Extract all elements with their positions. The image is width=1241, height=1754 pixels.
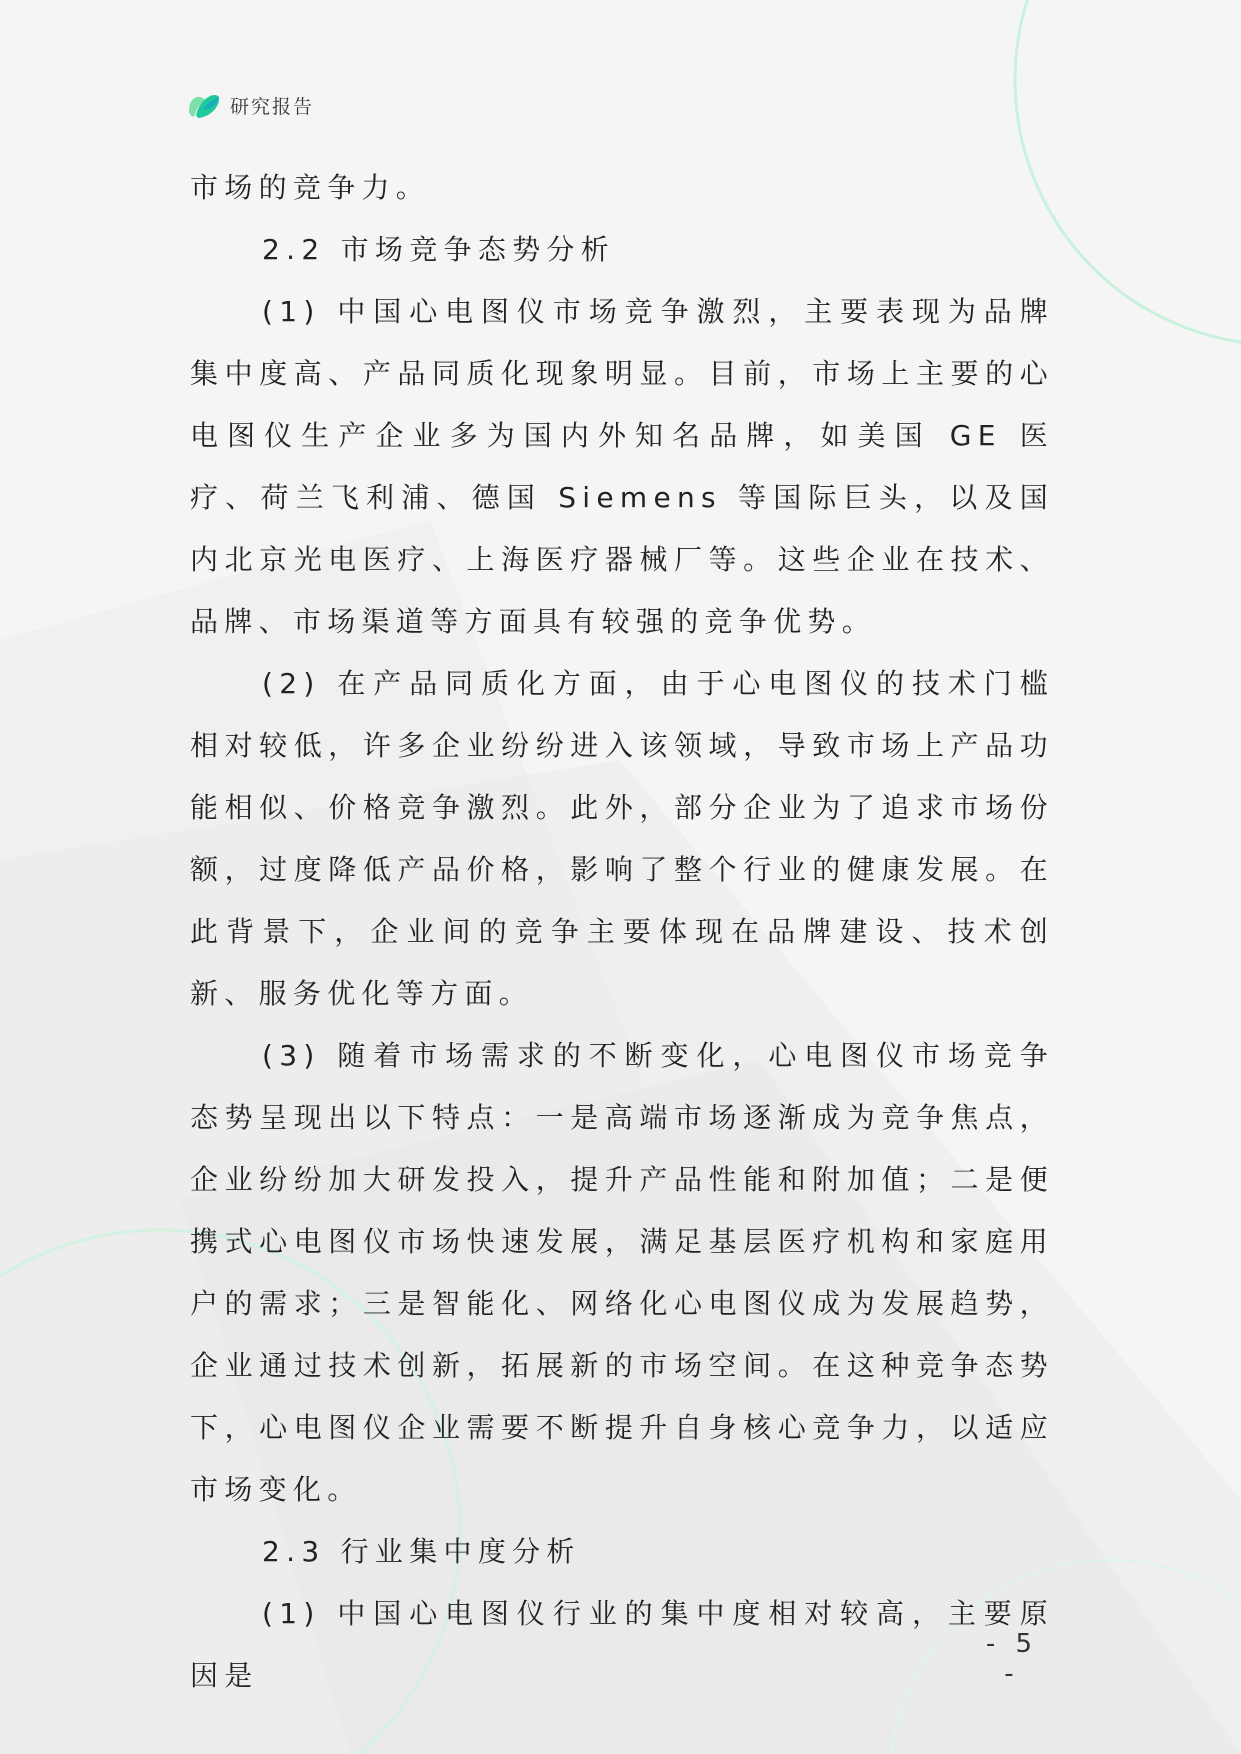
body-paragraph: (2) 在产品同质化方面，由于心电图仪的技术门槛相对较低，许多企业纷纷进入该领域，导致市场上产品功能相似、价格竞争激烈。此外，部分企业为了追求市场份额，过度降低产品价格，影响了整个行业的健康发展。在此背景下，企业间的竞争主要体现在品牌建设、技术创新、服务优化等方面。 — [190, 667, 1054, 1010]
body-paragraph: (1) 中国心电图仪市场竞争激烈，主要表现为品牌集中度高、产品同质化现象明显。目前，市场上主要的心电图仪生产企业多为国内外知名品牌，如美国 GE 医疗、荷兰飞利浦、德国 Siemens 等国际巨头，以及国内北京光电医疗、上海医疗器械厂等。这些企业在技术、品牌、市场渠道等方面具有较强的竞争优势。 — [190, 295, 1054, 638]
document-body — [190, 157, 1054, 1707]
body-paragraph: (3) 随着市场需求的不断变化，心电图仪市场竞争态势呈现出以下特点：一是高端市场逐渐成为竞争焦点，企业纷纷加大研发投入，提升产品性能和附加值；二是便携式心电图仪市场快速发展，满足基层医疗机构和家庭用户的需求；三是智能化、网络化心电图仪成为发展趋势，企业通过技术创新，拓展新的市场空间。在这种竞争态势下，心电图仪企业需要不断提升自身核心竞争力，以适应市场变化。 — [190, 1039, 1054, 1506]
header-label: 研究报告 — [230, 95, 315, 118]
leaf-logo-icon — [186, 89, 222, 121]
page-number: - 5 - — [985, 1629, 1039, 1689]
section-heading: 2.3 行业集中度分析 — [262, 1535, 581, 1568]
section-heading: 2.2 市场竞争态势分析 — [262, 233, 616, 266]
page-header — [186, 88, 314, 122]
body-paragraph: (1) 中国心电图仪行业的集中度相对较高，主要原因是 — [190, 1597, 1054, 1692]
body-paragraph: 市场的竞争力。 — [190, 171, 431, 204]
